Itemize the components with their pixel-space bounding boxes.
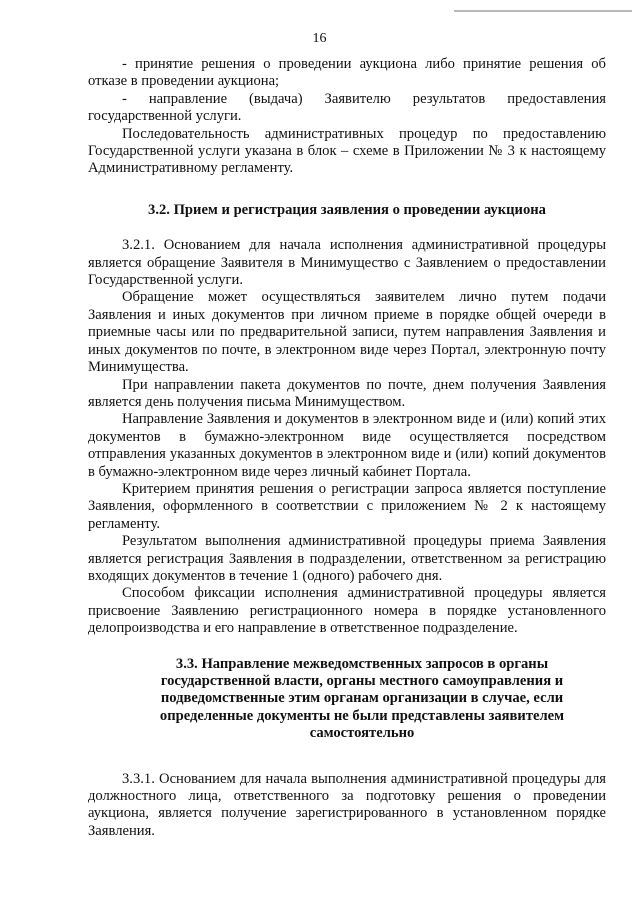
paragraph: Направление Заявления и документов в электронном виде и (или) копий этих документов в бумажно-электронном виде осуществляется посредством отправления указанных документов в электронном виде и (или) копий документов в бумажно-электронном виде через личный кабинет Портала. (88, 411, 606, 480)
paragraph: Способом фиксации исполнения административной процедуры является присвоение Заявлению регистрационного номера в порядке установленного делопроизводства и его направление в ответственное подразделение. (88, 585, 606, 637)
paragraph: Обращение может осуществляться заявителем лично путем подачи Заявления и иных документов при личном приеме в порядке общей очереди в приемные часы или по предварительной записи, путем направления Заявления и иных документов по почте, в электронном виде через Портал, электронную почту Минимущества. (88, 289, 606, 376)
heading-line: самостоятельно (309, 725, 415, 742)
paragraph: 3.2.1. Основанием для начала исполнения административной процедуры является обращение Заявителя в Минимущество с Заявлением о предоставлении Государственной услуги. (88, 237, 606, 289)
scan-artifact-line (454, 10, 632, 12)
paragraph: - направление (выдача) Заявителю результатов предоставления государственной услуги. (88, 90, 606, 125)
section-heading-3-3 (88, 656, 606, 743)
heading-line: подведомственные этим органам организации в случае, если (160, 690, 564, 707)
heading-line: 3.3. Направление межведомственных запросов в органы (175, 655, 549, 672)
document-body (88, 56, 606, 840)
paragraph: Последовательность административных процедур по предоставлению Государственной услуги указана в блок – схеме в Приложении № 3 к настоящему Административному регламенту. (88, 125, 606, 177)
paragraph: При направлении пакета документов по почте, днем получения Заявления является день получения письма Минимуществом. (88, 376, 606, 410)
paragraph: Критерием принятия решения о регистрации запроса является поступление Заявления, оформленного в соответствии с приложением № 2 к настоящему регламенту. (88, 480, 606, 532)
heading-line: определенные документы не были представлены заявителем (159, 707, 565, 724)
paragraph: 3.3.1. Основанием для начала выполнения административной процедуры для должностного лица, ответственного за подготовку решения о проведении аукциона, является получение зарегистрированного в установленном порядке Заявления. (88, 770, 606, 839)
paragraph: Результатом выполнения административной процедуры приема Заявления является регистрация Заявления в подразделении, ответственном за регистрацию входящих документов в течение 1 (одного) рабочего дня. (88, 533, 606, 584)
page-number: 16 (312, 31, 327, 46)
heading-line: государственной власти, органы местного самоуправления и (160, 673, 564, 689)
section-heading-3-2: 3.2. Прием и регистрация заявления о проведении аукциона (148, 201, 546, 218)
paragraph: - принятие решения о проведении аукциона либо принятие решения об отказе в проведении аукциона; (88, 56, 606, 90)
